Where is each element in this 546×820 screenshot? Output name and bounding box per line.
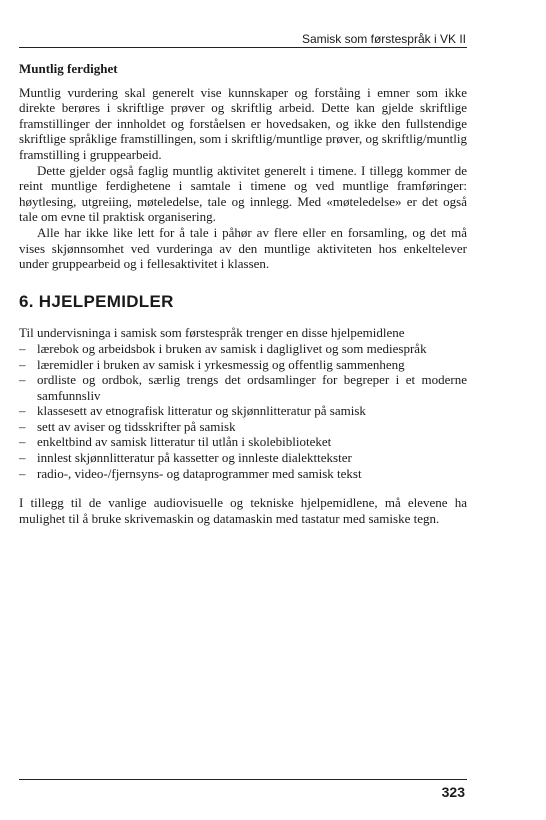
section-heading-hjelpemidler: 6. HJELPEMIDLER [19, 291, 174, 311]
list-item-text: innlest skjønnlitteratur på kassetter og innleste dialekttekster [37, 450, 352, 466]
paragraph-2: Dette gjelder også faglig muntlig aktivitet generelt i timene. I tillegg kommer de reint muntlige ferdighetene i samtale i timene og ved muntlige framføringer: høytlesing, utgreiing, møteledelse, tale og innlegg. Med «møteledelse» er det også tale om evne til praktisk organisering. [19, 162, 467, 225]
list-item-text: ordliste og ordbok, særlig trengs det ordsamlinger for begreper i et moderne samfunnsliv [37, 372, 467, 403]
list-item [19, 419, 467, 435]
page-body [19, 61, 467, 526]
list-item-text: lærebok og arbeidsbok i bruken av samisk i dagliglivet og som mediespråk [37, 340, 427, 356]
dash-bullet: – [19, 465, 26, 481]
list-item [19, 357, 467, 373]
subheading-muntlig-ferdighet: Muntlig ferdighet [19, 61, 118, 76]
list-item [19, 434, 467, 450]
list-intro: Til undervisninga i samisk som førstespråk trenger en disse hjelpemidlene [19, 325, 405, 341]
dash-bullet: – [19, 418, 26, 434]
closing-paragraph: I tillegg til de vanlige audiovisuelle og tekniske hjelpemidlene, må elevene ha mulighet til å bruke skrivemaskin og datamaskin med tastatur med samiske tegn. [19, 495, 467, 526]
page-number: 323 [441, 784, 465, 800]
list-item [19, 341, 467, 357]
dash-bullet: – [19, 372, 26, 388]
dash-bullet: – [19, 356, 26, 372]
dash-bullet: – [19, 403, 26, 419]
paragraph-1: Muntlig vurdering skal generelt vise kunnskaper og forståing i emner som ikke direkte berøres i skriftlige prøver og skriftlig arbeid. Dette kan gjelde skriftlige framstillinger der innholdet og forståelsen er hovedsaken, og ikke den fullstendige skriftlige språklige framstillingen, som i skriftlig/muntlige prøver, og skriftlig/muntlig framstilling i gruppearbeid. [19, 84, 467, 162]
list-item [19, 403, 467, 419]
footer-rule [19, 779, 467, 780]
list-item-text: radio-, video-/fjernsyns- og dataprogrammer med samisk tekst [37, 465, 362, 481]
list-item [19, 372, 467, 403]
list-item-text: klassesett av etnografisk litteratur og skjønnlitteratur på samisk [37, 403, 366, 419]
dash-bullet: – [19, 340, 26, 356]
list-item [19, 450, 467, 466]
header-rule [19, 47, 467, 48]
list-item [19, 466, 467, 482]
dash-bullet: – [19, 450, 26, 466]
hjelpemidler-list [19, 341, 467, 481]
list-item-text: enkeltbind av samisk litteratur til utlån i skolebiblioteket [37, 434, 332, 450]
dash-bullet: – [19, 434, 26, 450]
running-header: Samisk som førstespråk i VK II [301, 32, 466, 46]
paragraph-3: Alle har ikke like lett for å tale i påhør av flere eller en forsamling, og det må vises skjønnsomhet ved vurderinga av den muntlige aktiviteten hos enkeltelever under gruppearbeid og i fellesaktivitet i klassen. [19, 224, 467, 272]
list-item-text: læremidler i bruken av samisk i yrkesmessig og offentlig sammenheng [37, 356, 405, 372]
list-item-text: sett av aviser og tidsskrifter på samisk [37, 418, 236, 434]
